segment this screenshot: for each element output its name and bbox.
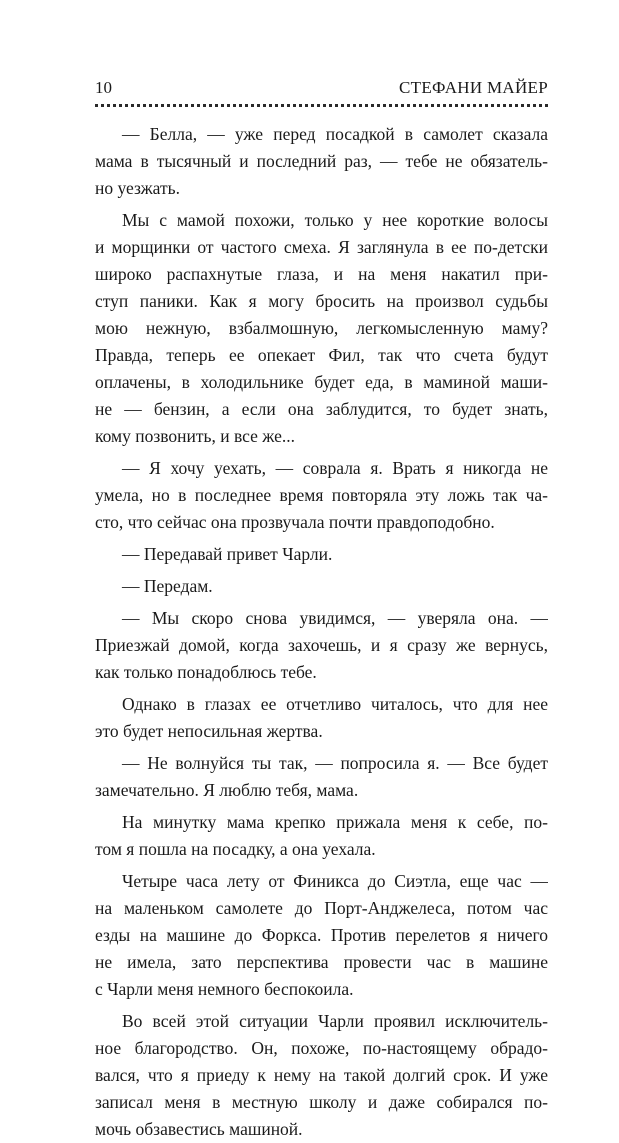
- text-line: на маленьком самолете до Порт-Анджелеса, потом час: [95, 898, 548, 918]
- text-line: вался, что я приеду к нему на такой долгий срок. И уже: [95, 1065, 548, 1085]
- running-title: СТЕФАНИ МАЙЕР: [399, 78, 548, 97]
- text-line: с Чарли меня немного беспокоила.: [95, 979, 354, 999]
- text-line: широко распахнутые глаза, и на меня накатил при-: [95, 264, 548, 284]
- text-line: ступ паники. Как я могу бросить на произвол судьбы: [95, 291, 548, 311]
- paragraph: [95, 121, 548, 202]
- paragraph: [95, 1008, 548, 1143]
- text-line: мама в тысячный и последний раз, — тебе не обязатель-: [95, 151, 548, 171]
- paragraph: [95, 573, 548, 600]
- body-text: [95, 121, 548, 1143]
- running-head: [95, 76, 548, 100]
- book-page: [95, 0, 548, 1139]
- text-line: но уезжать.: [95, 178, 180, 198]
- text-line: том я пошла на посадку, а она уехала.: [95, 839, 376, 859]
- text-line: умела, но в последнее время повторяла эту ложь так ча-: [95, 485, 548, 505]
- text-line: не имела, зато перспектива провести час в машине: [95, 952, 548, 972]
- paragraph: [95, 691, 548, 745]
- paragraph: [95, 605, 548, 686]
- dotted-divider: [95, 104, 548, 107]
- text-line: — Я хочу уехать, — соврала я. Врать я никогда не: [122, 458, 548, 478]
- text-line: — Передам.: [122, 576, 213, 596]
- text-line: как только понадоблюсь тебе.: [95, 662, 317, 682]
- text-line: мою нежную, взбалмошную, легкомысленную маму?: [95, 318, 548, 338]
- text-line: Правда, теперь ее опекает Фил, так что счета будут: [95, 345, 548, 365]
- paragraph: [95, 455, 548, 536]
- paragraph: [95, 207, 548, 450]
- page-number: 10: [95, 78, 112, 97]
- text-line: замечательно. Я люблю тебя, мама.: [95, 780, 359, 800]
- text-line: записал меня в местную школу и даже собирался по-: [95, 1092, 548, 1112]
- text-line: Во всей этой ситуации Чарли проявил исключитель-: [122, 1011, 548, 1031]
- text-line: Четыре часа лету от Финикса до Сиэтла, еще час —: [122, 871, 548, 891]
- text-line: оплачены, в холодильнике будет еда, в маминой маши-: [95, 372, 548, 392]
- text-line: Однако в глазах ее отчетливо читалось, что для нее: [122, 694, 548, 714]
- text-line: и морщинки от частого смеха. Я заглянула в ее по-детски: [95, 237, 548, 257]
- text-line: — Мы скоро снова увидимся, — уверяла она. —: [122, 608, 548, 628]
- text-line: это будет непосильная жертва.: [95, 721, 323, 741]
- paragraph: [95, 541, 548, 568]
- text-line: Приезжай домой, когда захочешь, и я сразу же вернусь,: [95, 635, 548, 655]
- text-line: — Не волнуйся ты так, — попросила я. — Все будет: [122, 753, 548, 773]
- text-line: мочь обзавестись машиной.: [95, 1119, 303, 1139]
- text-line: езды на машине до Форкса. Против перелетов я ничего: [95, 925, 548, 945]
- text-line: — Передавай привет Чарли.: [122, 544, 333, 564]
- text-line: ное благородство. Он, похоже, по-настоящему обрадо-: [95, 1038, 548, 1058]
- text-line: Мы с мамой похожи, только у нее короткие волосы: [122, 210, 548, 230]
- text-line: не — бензин, а если она заблудится, то будет знать,: [95, 399, 548, 419]
- paragraph: [95, 809, 548, 863]
- text-line: — Белла, — уже перед посадкой в самолет сказала: [122, 124, 548, 144]
- paragraph: [95, 868, 548, 1003]
- text-line: кому позвонить, и все же...: [95, 426, 296, 446]
- paragraph: [95, 750, 548, 804]
- text-line: На минутку мама крепко прижала меня к себе, по-: [122, 812, 548, 832]
- text-line: сто, что сейчас она прозвучала почти правдоподобно.: [95, 512, 495, 532]
